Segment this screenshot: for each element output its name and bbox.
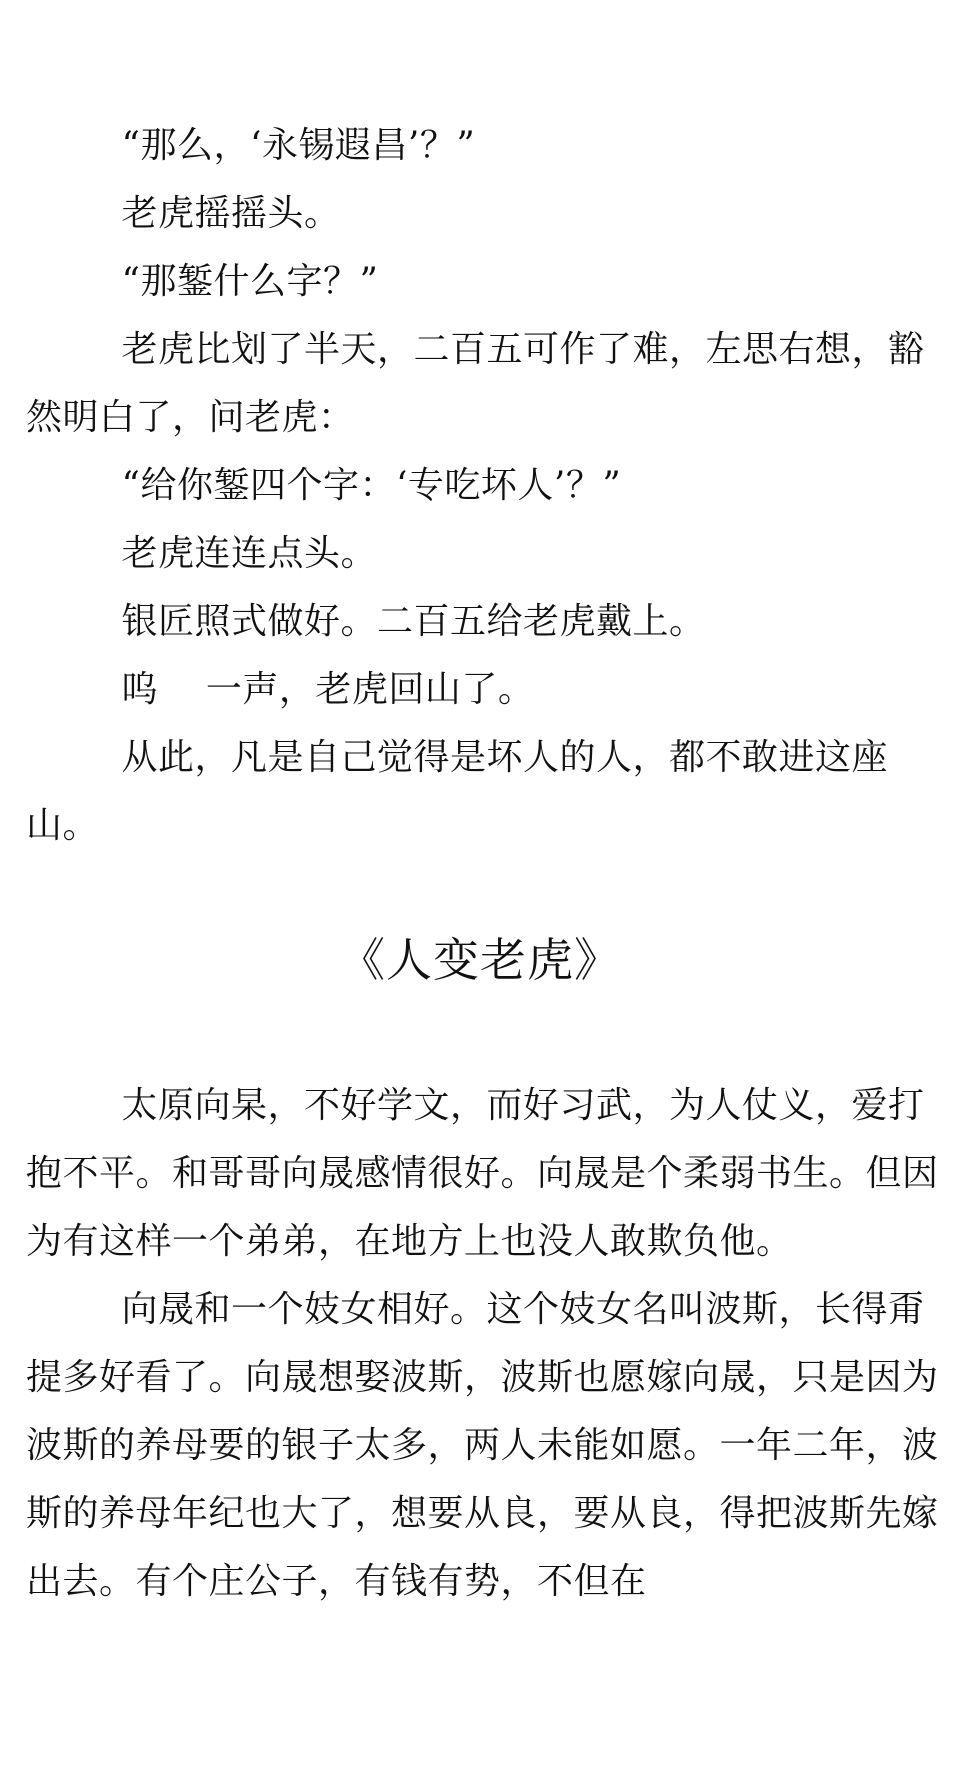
paragraph: 向晟和一个妓女相好。这个妓女名叫波斯，长得甭提多好看了。向晟想娶波斯，波斯也愿嫁向晟，只是因为波斯的养母要的银子太多，两人未能如愿。一年二年，波斯的养母年纪也大了，想要从良，要从良，得把波斯先嫁出去。有个庄公子，有钱有势，不但在 <box>26 1289 939 1602</box>
paragraph: 呜 一声，老虎回山了。 <box>26 669 535 710</box>
paragraph: 太原向杲，不好学文，而好习武，为人仗义，爱打抱不平。和哥哥向晟感情很好。向晟是个柔弱书生。但因为有这样一个弟弟，在地方上也没人敢欺负他。 <box>26 1085 939 1262</box>
paragraph: 老虎比划了半天，二百五可作了难，左思右想，豁然明白了，问老虎： <box>26 329 925 438</box>
paragraph: 老虎连连点头。 <box>26 533 378 574</box>
paragraph: “那錾什么字？” <box>26 261 379 302</box>
paragraph: 从此，凡是自己觉得是坏人的人，都不敢进这座山。 <box>26 737 889 846</box>
chapter-title: 《人变老虎》 <box>339 933 621 987</box>
paragraph: “给你錾四个字：‘专吃坏人’？” <box>26 465 622 506</box>
paragraph: “那么，‘永锡遐昌’？” <box>26 125 476 166</box>
paragraph: 银匠照式做好。二百五给老虎戴上。 <box>26 601 706 642</box>
paragraph: 老虎摇摇头。 <box>26 193 341 234</box>
